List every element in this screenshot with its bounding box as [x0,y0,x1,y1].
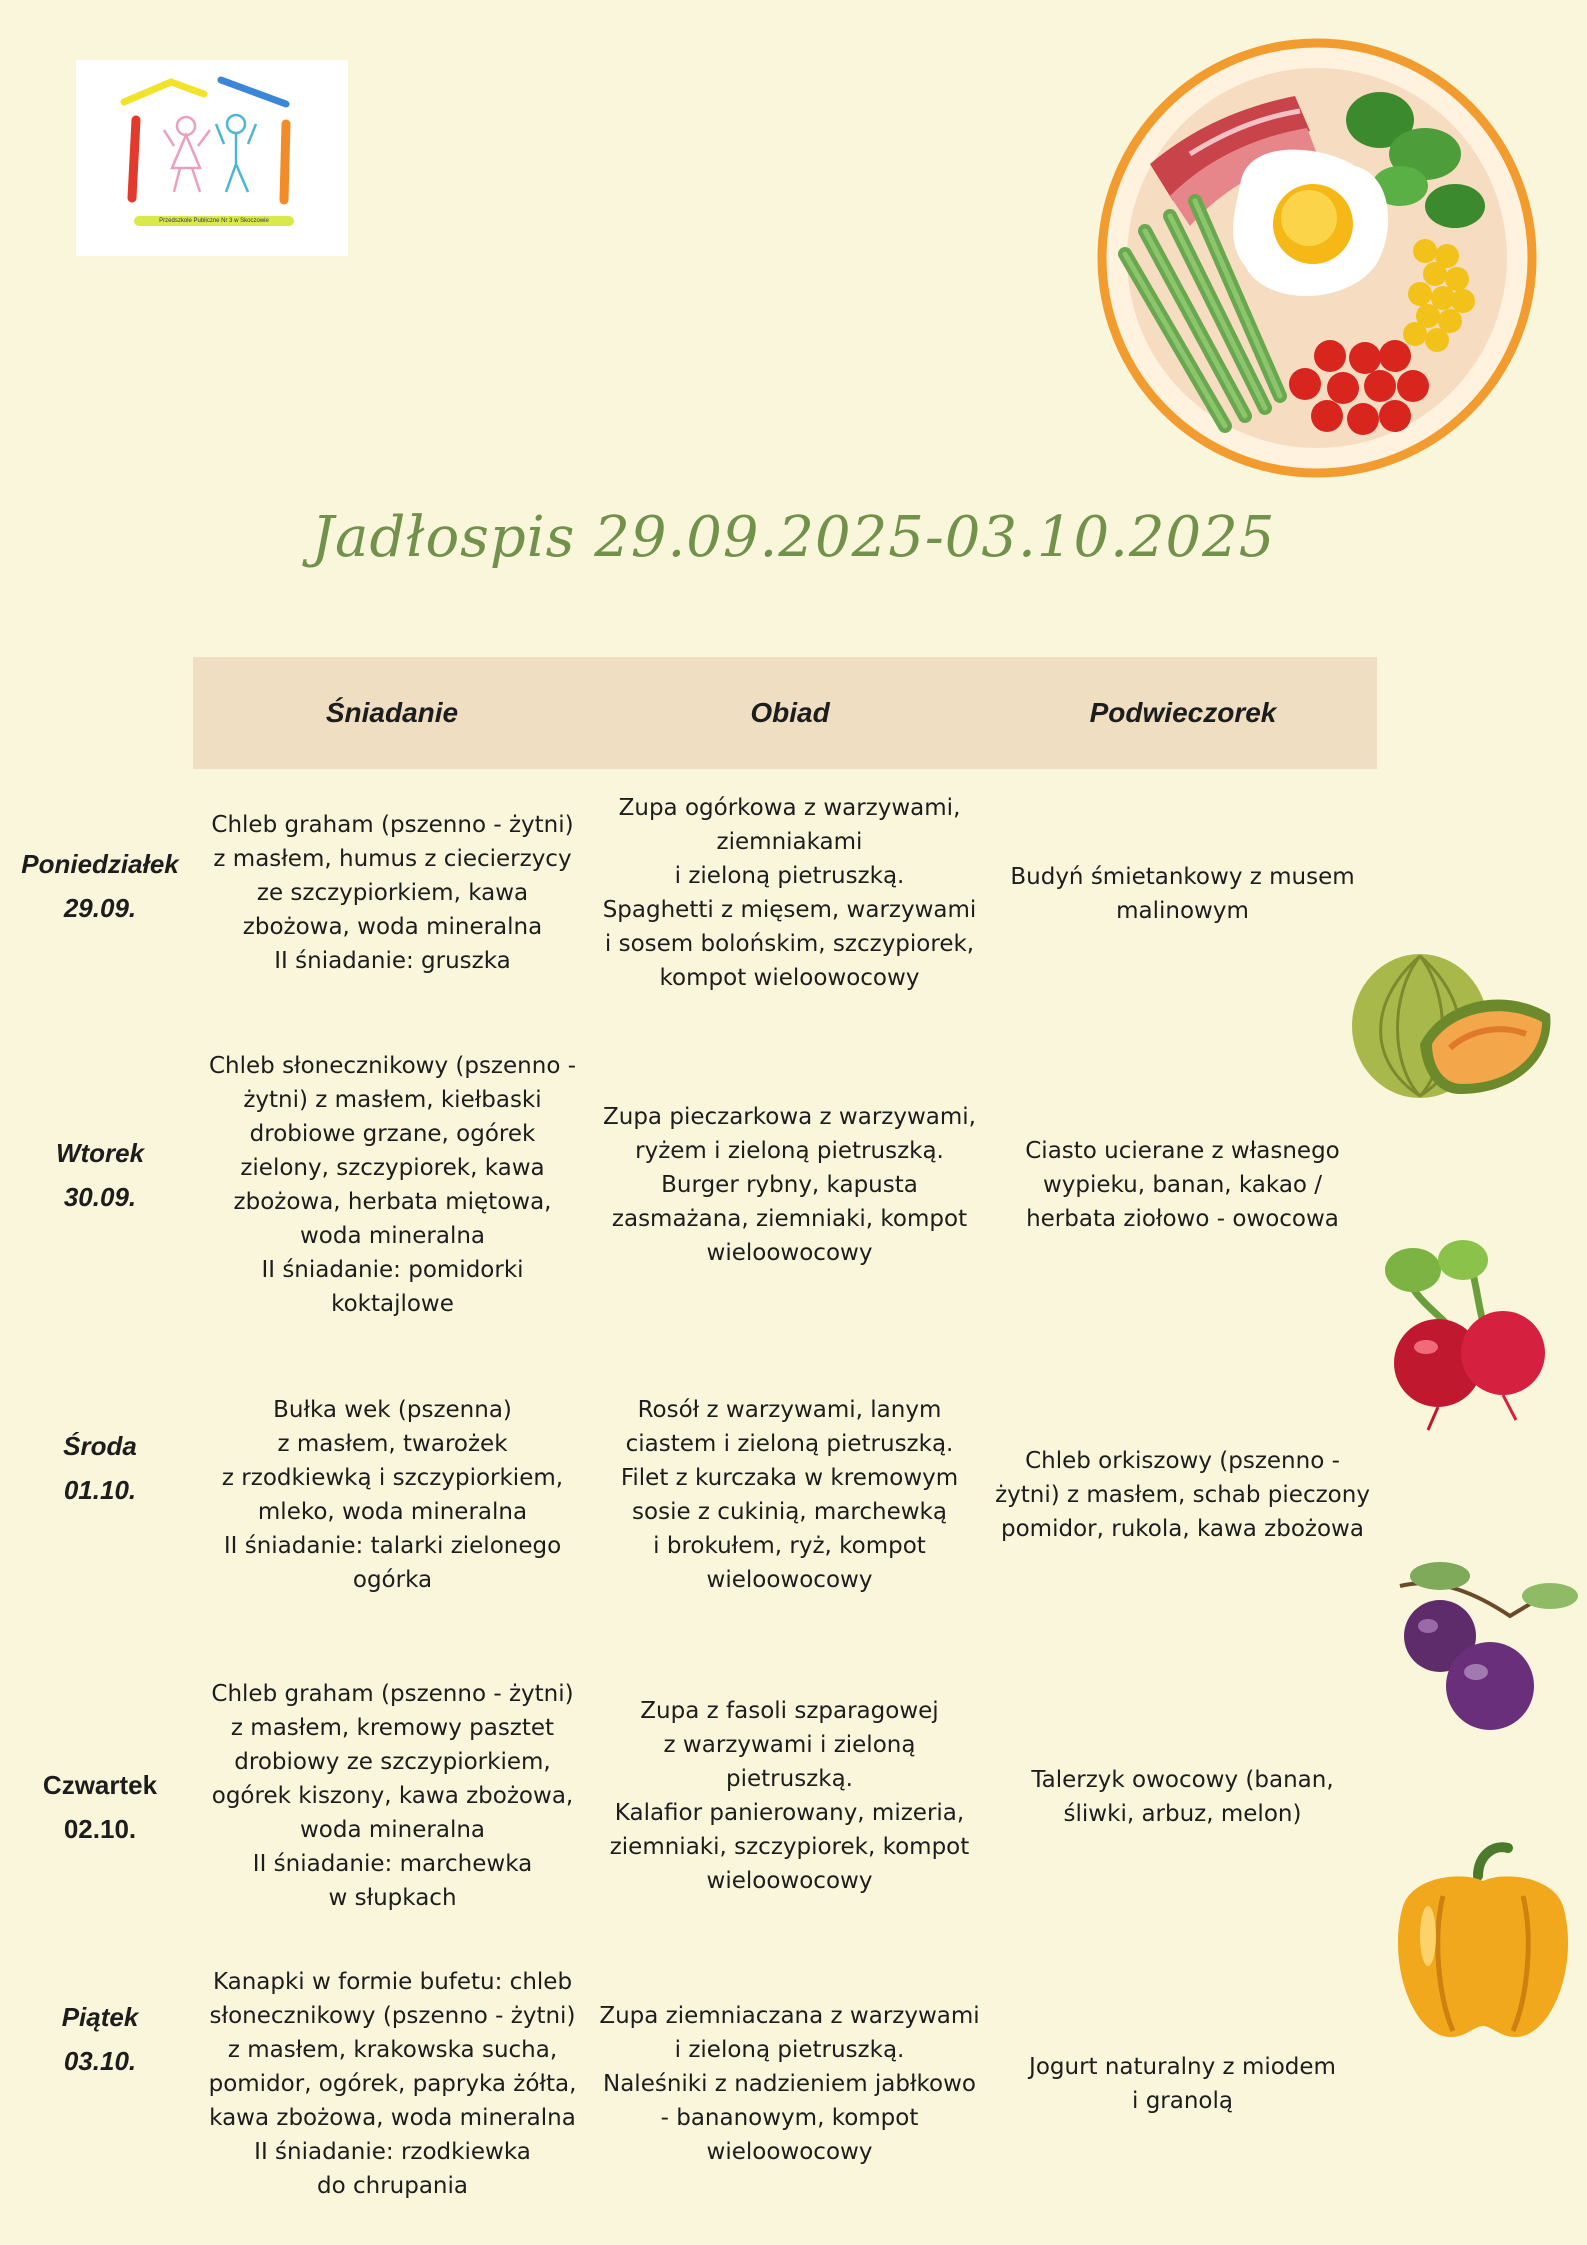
day-label-friday [0,1995,200,2083]
column-header-lunch: Obiad [750,697,830,728]
plum-icon [1380,1556,1580,1746]
day-name: Czwartek [42,1770,158,1800]
wednesday-breakfast: Bułka wek (pszenna) z masłem, twarożek z rzodkiewką i szczypiorkiem, mleko, woda mineralna II śniadanie: talarki zielonego ogórka [221,1397,564,1593]
monday-snack: Budyń śmietankowy z musem malinowym [1010,864,1355,924]
day-name: Wtorek [55,1138,145,1168]
friday-lunch: Zupa ziemniaczana z warzywami i zieloną pietruszką. Naleśniki z nadzieniem jabłkowo - bananowym, kompot wieloowocowy [599,2003,980,2165]
day-name: Środa [63,1431,137,1461]
bell-pepper-icon [1383,1836,1583,2046]
tuesday-lunch: Zupa pieczarkowa z warzywami, ryżem i zieloną pietruszką. Burger rybny, kapusta zasmażana, ziemniaki, kompot wieloowocowy [603,1104,976,1266]
day-date: 29.09. [63,893,137,923]
monday-breakfast: Chleb graham (pszenno - żytni) z masłem, humus z ciecierzycy ze szczypiorkiem, kawa zbożowa, woda mineralna II śniadanie: gruszka [211,812,574,974]
day-date: 03.10. [63,2046,137,2076]
column-header-snack: Podwieczorek [1089,697,1277,728]
wednesday-lunch: Rosół z warzywami, lanym ciastem i zieloną pietruszką. Filet z kurczaka w kremowym sosie z cukinią, marchewką i brokułem, ryż, kompot wieloowocowy [620,1397,959,1593]
day-label-wednesday [0,1424,200,1512]
monday-lunch: Zupa ogórkowa z warzywami, ziemniakami i zieloną pietruszką. Spaghetti z mięsem, warzywami i sosem bolońskim, szczypiorek, kompot wieloowocowy [602,795,977,991]
day-label-tuesday [0,1131,200,1219]
thursday-breakfast: Chleb graham (pszenno - żytni) z masłem, kremowy pasztet drobiowy ze szczypiorkiem, ogórek kiszony, kawa zbożowa, woda mineralna II śniadanie: marchewka w słupkach [211,1681,574,1911]
day-label-thursday [0,1763,200,1851]
thursday-snack: Talerzyk owocowy (banan, śliwki, arbuz, melon) [1031,1767,1334,1827]
day-name: Poniedziałek [21,849,179,879]
melon-icon [1350,944,1560,1114]
tuesday-breakfast: Chleb słonecznikowy (pszenno - żytni) z masłem, kiełbaski drobiowe grzane, ogórek zielony, szczypiorek, kawa zbożowa, herbata miętowa, woda mineralna II śniadanie: pomidorki koktajlowe [208,1053,576,1317]
friday-breakfast: Kanapki w formie bufetu: chleb słonecznikowy (pszenno - żytni) z masłem, krakowska sucha, pomidor, ogórek, papryka żółta, kawa zbożowa, woda mineralna II śniadanie: rzodkiewka do chrupania [208,1969,577,2199]
menu-title: Jadłospis 29.09.2025-03.10.2025 [311,505,1276,570]
breakfast-plate-icon [1095,36,1540,481]
friday-snack: Jogurt naturalny z miodem i granolą [1029,2054,1336,2114]
tuesday-snack: Ciasto ucierane z własnego wypieku, banan, kakao / herbata ziołowo - owocowa [1025,1138,1340,1232]
radish-icon [1368,1235,1568,1435]
wednesday-snack: Chleb orkiszowy (pszenno - żytni) z masłem, schab pieczony pomidor, rukola, kawa zbożowa [995,1448,1370,1542]
logo-caption: Przedszkole Publiczne Nr 3 w Skoczowie [134,216,294,226]
column-header-breakfast: Śniadanie [325,697,459,728]
day-name: Piątek [61,2002,139,2032]
day-date: 02.10. [63,1814,137,1844]
kindergarten-logo [76,60,348,256]
thursday-lunch: Zupa z fasoli szparagowej z warzywami i zieloną pietruszką. Kalafior panierowany, mizeria, ziemniaki, szczypiorek, kompot wieloowocowy [609,1698,970,1894]
day-date: 01.10. [63,1475,137,1505]
day-label-monday [0,842,200,930]
day-date: 30.09. [63,1182,137,1212]
kindergarten-logo-icon [76,60,348,256]
